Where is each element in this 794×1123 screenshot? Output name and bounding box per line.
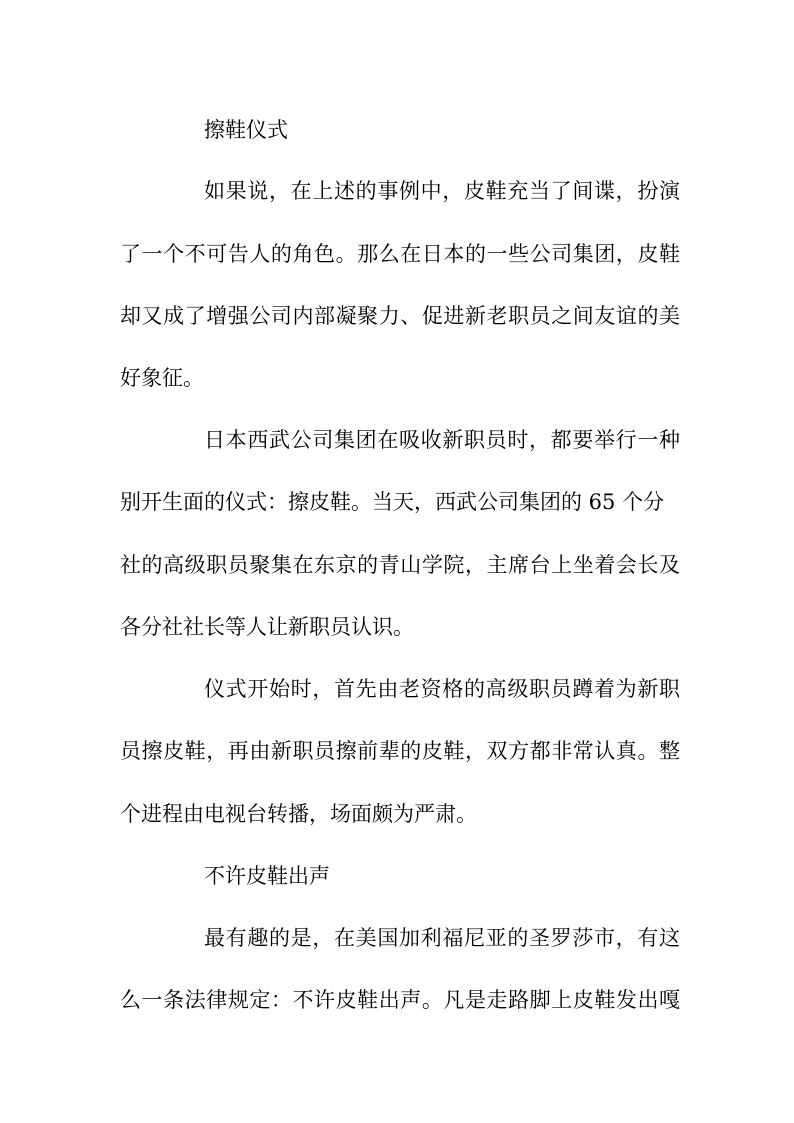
paragraph-line: 社的高级职员聚集在东京的青山学院，主席台上坐着会长及	[120, 553, 680, 577]
paragraph-line: 如果说，在上述的事例中，皮鞋充当了间谍，扮演	[204, 179, 680, 203]
paragraph-line: 好象征。	[120, 366, 204, 390]
paragraph-line: 各分社社长等人让新职员认识。	[120, 615, 414, 639]
heading-shoe-polishing-ceremony: 擦鞋仪式	[204, 118, 288, 142]
paragraph-line: 个进程由电视台转播，场面颇为严肃。	[120, 802, 477, 826]
paragraph-line: 员擦皮鞋，再由新职员擦前辈的皮鞋，双方都非常认真。整	[120, 739, 680, 763]
paragraph-line: 别开生面的仪式：擦皮鞋。当天，西武公司集团的 65 个分	[120, 490, 665, 514]
paragraph-line: 仪式开始时，首先由老资格的高级职员蹲着为新职	[204, 677, 680, 701]
heading-no-squeaky-shoes: 不许皮鞋出声	[204, 864, 330, 888]
paragraph-line: 么一条法律规定：不许皮鞋出声。凡是走路脚上皮鞋发出嘎	[120, 988, 680, 1012]
paragraph-line: 最有趣的是，在美国加利福尼亚的圣罗莎市，有这	[204, 926, 680, 950]
paragraph-line: 了一个不可告人的角色。那么在日本的一些公司集团，皮鞋	[120, 242, 680, 266]
paragraph-line: 日本西武公司集团在吸收新职员时，都要举行一种	[204, 428, 680, 452]
paragraph-line: 却又成了增强公司内部凝聚力、促进新老职员之间友谊的美	[120, 304, 680, 328]
